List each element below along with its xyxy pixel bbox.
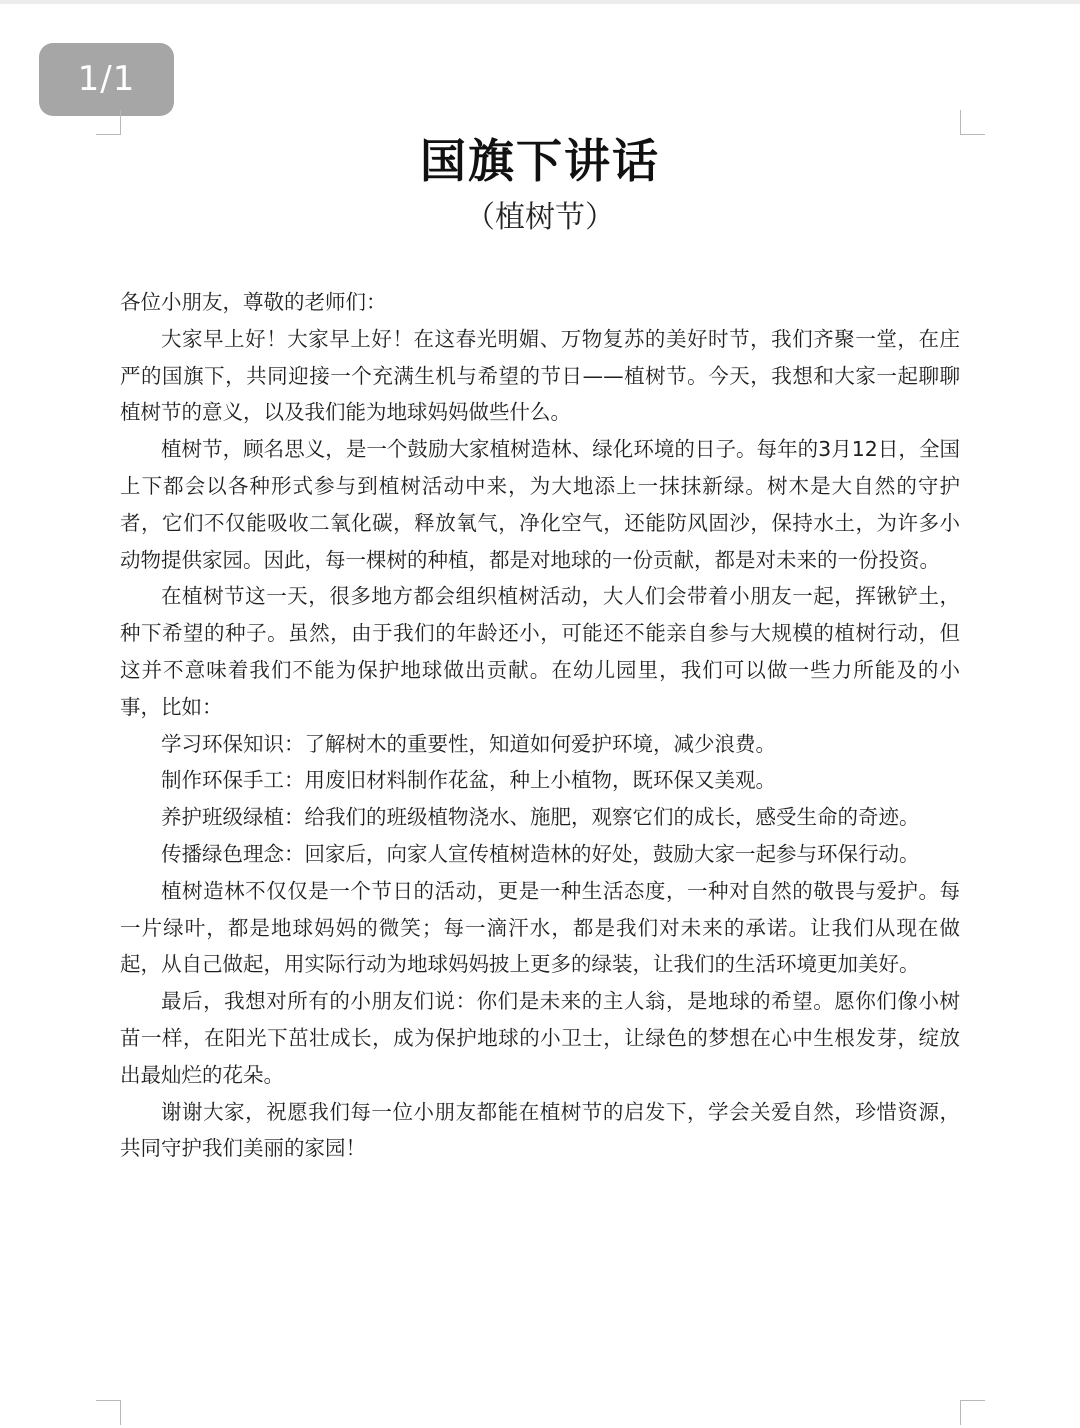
list-item-care: 养护班级绿植：给我们的班级植物浇水、施肥，观察它们的成长，感受生命的奇迹。 xyxy=(161,805,920,830)
paragraph-closing-wish: 最后，我想对所有的小朋友们说：你们是未来的主人翁，是地球的希望。愿你们像小树苗一样，在阳光下茁壮成长，成为保护地球的小卫士，让绿色的梦想在心中生根发芽，绽放出最灿烂的花朵。 xyxy=(120,989,960,1087)
list-item-craft: 制作环保手工：用废旧材料制作花盆，种上小植物，既环保又美观。 xyxy=(161,768,776,793)
salutation: 各位小朋友，尊敬的老师们： xyxy=(120,290,387,314)
page-indicator[interactable]: 1/1 xyxy=(39,43,174,116)
paragraph-greeting: 大家早上好！大家早上好！在这春光明媚、万物复苏的美好时节，我们齐聚一堂，在庄严的国旗下，共同迎接一个充满生机与希望的节日——植树节。今天，我想和大家一起聊聊植树节的意义，以及我们能为地球妈妈做些什么。 xyxy=(120,326,960,425)
list-item-learn: 学习环保知识：了解树木的重要性，知道如何爱护环境，减少浪费。 xyxy=(161,731,776,756)
page-corner-mark-bottom-right xyxy=(960,1400,985,1425)
list-item-spread: 传播绿色理念：回家后，向家人宣传植树造林的好处，鼓励大家一起参与环保行动。 xyxy=(161,841,920,866)
top-status-strip xyxy=(0,0,1080,4)
paragraph-meaning: 植树节，顾名思义，是一个鼓励大家植树造林、绿化环境的日子。每年的3月12日，全国上下都会以各种形式参与到植树活动中来，为大地添上一抹抹新绿。树木是大自然的守护者，它们不仅能吸收二氧化碳，释放氧气，净化空气，还能防风固沙，保持水土，为许多小动物提供家园。因此，每一棵树的种植，都是对地球的一份贡献，都是对未来的一份投资。 xyxy=(120,437,960,572)
document-subtitle: （植树节） xyxy=(465,200,615,235)
paragraph-activities: 在植树节这一天，很多地方都会组织植树活动，大人们会带着小朋友一起，挥锹铲土，种下希望的种子。虽然，由于我们的年龄还小，可能还不能亲自参与大规模的植树行动，但这并不意味着我们不能为保护地球做出贡献。在幼儿园里，我们可以做一些力所能及的小事，比如： xyxy=(120,584,960,719)
paragraph-thanks: 谢谢大家，祝愿我们每一位小朋友都能在植树节的启发下，学会关爱自然，珍惜资源，共同守护我们美丽的家园！ xyxy=(120,1099,960,1161)
document-title: 国旗下讲话 xyxy=(420,134,660,188)
page-corner-mark-bottom-left xyxy=(96,1400,121,1425)
paragraph-attitude: 植树造林不仅仅是一个节日的活动，更是一种生活态度，一种对自然的敬畏与爱护。每一片绿叶，都是地球妈妈的微笑；每一滴汗水，都是我们对未来的承诺。让我们从现在做起，从自己做起，用实际行动为地球妈妈披上更多的绿装，让我们的生活环境更加美好。 xyxy=(120,878,960,977)
document-body xyxy=(120,284,960,1167)
